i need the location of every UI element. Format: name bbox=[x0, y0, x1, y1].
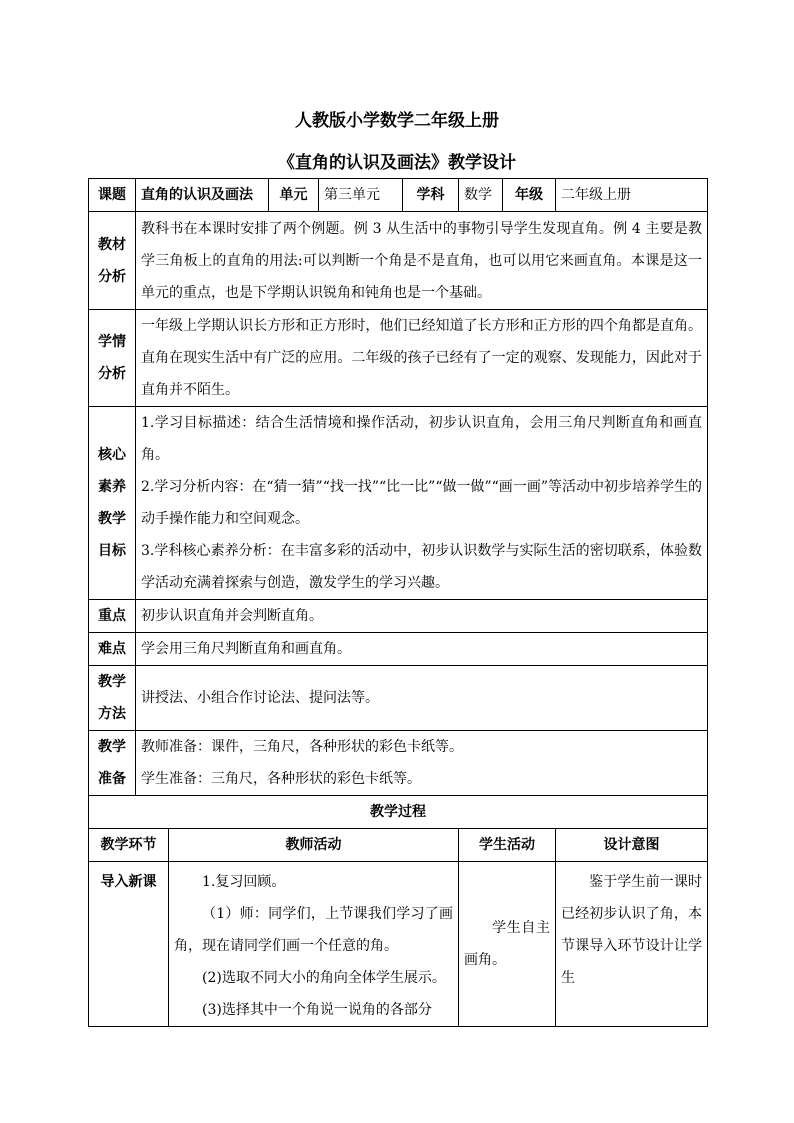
label-topic: 课题 bbox=[89, 179, 136, 212]
core-objectives-text bbox=[136, 407, 708, 600]
label-learner-analysis: 学情 分析 bbox=[89, 310, 136, 407]
label-grade: 年级 bbox=[503, 179, 556, 212]
objective-1: 1.学习目标描述：结合生活情境和操作活动，初步认识直角，会用三角尺判断直角和画直角。 bbox=[141, 415, 702, 463]
document-title: 人教版小学数学二年级上册 bbox=[295, 111, 499, 131]
student-prep: 学生准备：三角尺，各种形状的彩色卡纸等。 bbox=[141, 771, 421, 787]
learner-analysis-text: 一年级上学期认识长方形和正方形时，他们已经知道了长方形和正方形的四个角都是直角。直角在现实生活中有广泛的应用。二年级的孩子已经有了一定的观察、发现能力，因此对于直角并不陌生。 bbox=[136, 310, 708, 407]
student-activity-intro: 学生自主画角。 bbox=[459, 862, 556, 1027]
objective-3: 3.学科核心素养分析：在丰富多彩的活动中，初步认识数学与实际生活的密切联系，体验数学活动充满着探索与创造，激发学生的学习兴趣。 bbox=[141, 543, 702, 591]
info-row bbox=[89, 179, 708, 212]
textbook-analysis-row bbox=[89, 212, 708, 310]
col-stage: 教学环节 bbox=[89, 829, 169, 862]
difficulty-row bbox=[89, 633, 708, 666]
label-teaching-method: 教学 方法 bbox=[89, 666, 136, 731]
subject-value: 数学 bbox=[459, 179, 503, 212]
process-row-intro bbox=[89, 862, 708, 1027]
learner-analysis-row bbox=[89, 310, 708, 407]
teaching-prep-row bbox=[89, 731, 708, 796]
stage-intro: 导入新课 bbox=[89, 862, 169, 1027]
teacher-step-4: (3)选择其中一个角说一说角的各部分 bbox=[202, 1002, 432, 1018]
label-teaching-prep: 教学 准备 bbox=[89, 731, 136, 796]
teacher-step-2: （1）师：同学们，上节课我们学习了画角，现在请同学们画一个任意的角。 bbox=[174, 906, 453, 954]
unit-value: 第三单元 bbox=[319, 179, 403, 212]
label-core-objectives: 核心 素养 教学 目标 bbox=[89, 407, 136, 600]
col-teacher-activity: 教师活动 bbox=[169, 829, 459, 862]
design-intent-intro: 鉴于学生前一课时已经初步认识了角，本节课导入环节设计让学生 bbox=[556, 862, 708, 1027]
core-objectives-row bbox=[89, 407, 708, 600]
label-unit: 单元 bbox=[269, 179, 319, 212]
teacher-step-3: (2)选取不同大小的角向全体学生展示。 bbox=[202, 970, 446, 986]
teacher-prep: 教师准备：课件，三角尺，各种形状的彩色卡纸等。 bbox=[141, 739, 463, 755]
objective-2: 2.学习分析内容：在“猜一猜”“找一找”“比一比”“做一做”“画一画”等活动中初步培养学生的动手操作能力和空间观念。 bbox=[141, 479, 702, 527]
teacher-activity-intro bbox=[169, 862, 459, 1027]
teaching-prep-text bbox=[136, 731, 708, 796]
key-point-text: 初步认识直角并会判断直角。 bbox=[136, 600, 708, 633]
process-header-row bbox=[89, 829, 708, 862]
col-design-intent: 设计意图 bbox=[556, 829, 708, 862]
teaching-method-text: 讲授法、小组合作讨论法、提问法等。 bbox=[136, 666, 708, 731]
label-textbook-analysis: 教材 分析 bbox=[89, 212, 136, 310]
teacher-step-1: 1.复习回顾。 bbox=[202, 874, 286, 890]
teaching-method-row bbox=[89, 666, 708, 731]
textbook-analysis-text: 教科书在本课时安排了两个例题。例 3 从生活中的事物引导学生发现直角。例 4 主要是教学三角板上的直角的用法:可以判断一个角是不是直角，也可以用它来画直角。本课是这一单元的重点，也是下学期认识锐角和钝角也是一个基础。 bbox=[136, 212, 708, 310]
document-subtitle: 《直角的认识及画法》教学设计 bbox=[278, 153, 516, 173]
label-key-point: 重点 bbox=[89, 600, 136, 633]
label-difficulty: 难点 bbox=[89, 633, 136, 666]
process-heading: 教学过程 bbox=[89, 796, 708, 829]
topic-value: 直角的认识及画法 bbox=[136, 179, 269, 212]
key-point-row bbox=[89, 600, 708, 633]
label-subject: 学科 bbox=[403, 179, 459, 212]
process-heading-row bbox=[89, 796, 708, 829]
difficulty-text: 学会用三角尺判断直角和画直角。 bbox=[136, 633, 708, 666]
lesson-plan-table bbox=[88, 178, 708, 1027]
grade-value: 二年级上册 bbox=[556, 179, 708, 212]
col-student-activity: 学生活动 bbox=[459, 829, 556, 862]
